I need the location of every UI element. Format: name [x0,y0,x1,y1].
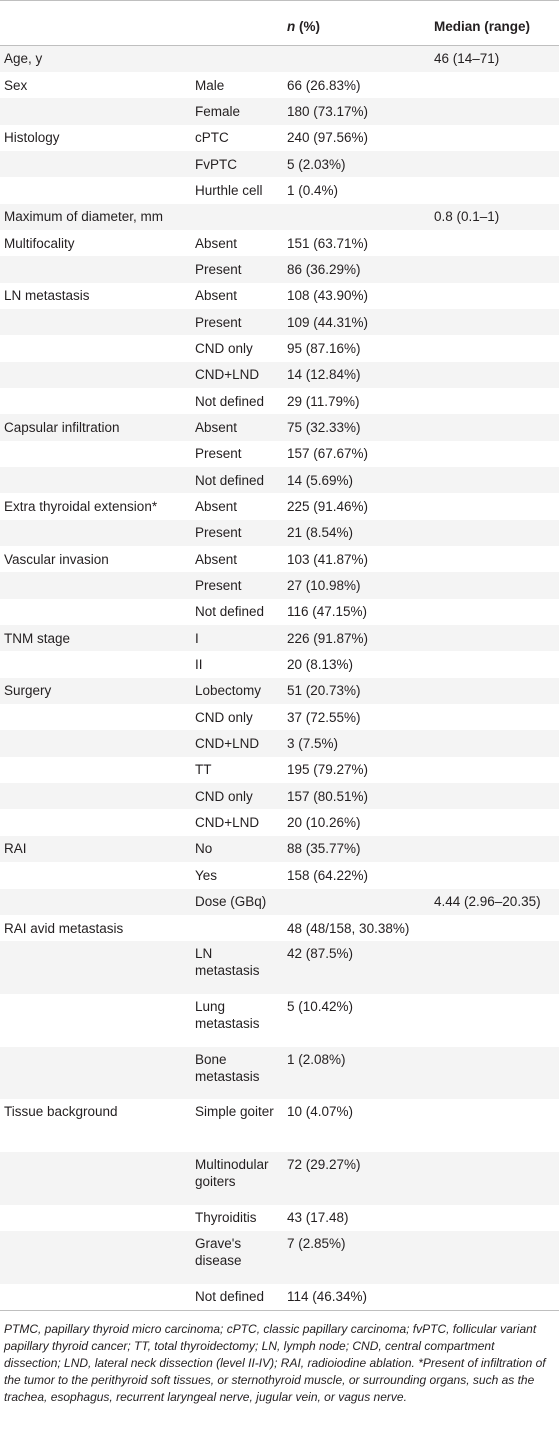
row-n-percent: 51 (20.73%) [287,683,361,699]
table-row [0,599,559,625]
table-row [0,362,559,388]
table-row [0,704,559,730]
row-category: Female [195,103,241,119]
row-median-range [430,125,559,151]
row-label [0,151,191,177]
table-row [0,204,559,230]
row-category: Absent [195,419,238,435]
table-row [0,309,559,335]
row-category: Present [195,525,242,541]
row-median-range [430,941,559,994]
table-row [0,1152,559,1205]
row-label [0,994,191,1047]
table-row [0,941,559,994]
row-label: Tissue background [4,1104,118,1120]
row-median-range: 46 (14–71) [434,51,500,67]
row-category [191,46,283,72]
row-category: Not defined [195,472,265,488]
row-n-percent [283,46,430,72]
row-n-percent: 88 (35.77%) [287,841,361,857]
row-category: Multinodular goiters [195,1156,269,1189]
row-category: I [195,630,199,646]
row-n-percent: 109 (44.31%) [287,314,369,330]
row-label [0,599,191,625]
row-label [0,889,191,915]
row-median-range [430,678,559,704]
table-footnote: PTMC, papillary thyroid micro carcinoma; cPTC, classic papillary carcinoma; fvPTC, follicular variant papillary thyroid cancer; TT, total thyroidectomy; LN, lymph node; CND, central compartment dissection; LND, lateral neck dissection (level II-IV); RAI, radioiodine ablation. *Present of infiltration of the tumor to the perithyroid soft tissues, or sternothyroid muscle, or surrounding organs, such as the trachea, esophagus, recurrent laryngeal nerve, jugular vein, or vagus nerve. [4,1321,546,1404]
row-n-percent: 195 (79.27%) [287,762,369,778]
row-label [0,177,191,203]
table-row [0,493,559,519]
row-category: Present [195,446,242,462]
row-median-range [430,283,559,309]
row-median-range [430,651,559,677]
table-row [0,546,559,572]
table-row [0,1099,559,1152]
table-row [0,809,559,835]
row-n-percent: 1 (0.4%) [287,182,339,198]
table-row [0,98,559,124]
row-label [0,98,191,124]
row-median-range [430,1284,559,1310]
row-category: Hurthle cell [195,182,263,198]
table-row [0,651,559,677]
row-label [0,256,191,282]
row-category: Lobectomy [195,683,262,699]
row-category: LN metastasis [195,946,260,979]
table-row [0,1284,559,1310]
row-median-range [430,309,559,335]
row-label: Vascular invasion [4,551,109,567]
row-median-range: 4.44 (2.96–20.35) [434,894,541,910]
row-label [0,651,191,677]
table-row [0,1231,559,1284]
row-category: No [195,841,213,857]
row-category: Not defined [191,1284,283,1310]
row-n-percent: 3 (7.5%) [287,736,339,752]
row-category: Present [195,261,242,277]
row-label: Age, y [4,51,43,67]
row-label [0,467,191,493]
row-label: Maximum of diameter, mm [4,209,164,225]
row-median-range [430,467,559,493]
row-category: Present [195,314,242,330]
table-row [0,783,559,809]
row-label: RAI [4,841,27,857]
row-median-range: 0.8 (0.1–1) [434,209,500,225]
row-label [0,941,191,994]
row-category [191,204,283,230]
row-label [0,809,191,835]
row-label [0,704,191,730]
table-row [0,46,559,72]
table-row [0,72,559,98]
row-label [0,783,191,809]
table-row [0,730,559,756]
row-n-percent: 48 (48/158, 30.38%) [287,920,410,936]
table-row [0,125,559,151]
table-row [0,230,559,256]
row-category [191,915,283,941]
row-n-percent: 157 (80.51%) [287,788,369,804]
row-label [0,362,191,388]
table-row [0,757,559,783]
row-n-percent: 14 (12.84%) [287,367,361,383]
row-category: Simple goiter [195,1104,274,1120]
row-n-percent: 151 (63.71%) [287,235,369,251]
row-median-range [430,1205,559,1231]
row-n-percent: 42 (87.5%) [287,946,354,962]
row-label: TNM stage [4,630,71,646]
row-n-percent: 37 (72.55%) [287,709,361,725]
row-category: Not defined [195,393,265,409]
row-label [0,1152,191,1205]
table-row [0,388,559,414]
row-label: Extra thyroidal extension* [4,499,158,515]
row-category: Not defined [195,604,265,620]
row-label [0,309,191,335]
row-n-percent: 14 (5.69%) [287,472,354,488]
header-n-italic: n [287,18,296,34]
table-row [0,572,559,598]
row-n-percent: 10 (4.07%) [287,1104,354,1120]
row-median-range [430,625,559,651]
row-n-percent: 5 (2.03%) [287,156,346,172]
row-n-percent: 116 (47.15%) [287,604,368,620]
row-category: Lung metastasis [195,998,260,1031]
row-category: Thyroiditis [195,1210,257,1226]
table-row [0,915,559,941]
row-category: FvPTC [195,156,237,172]
table-header [0,1,559,46]
row-category: CND only [195,340,253,356]
row-category: Absent [195,551,238,567]
row-n-percent: 27 (10.98%) [287,578,361,594]
table-row [0,678,559,704]
row-category: CND+LND [195,815,260,831]
table-row [0,862,559,888]
row-median-range [430,177,559,203]
row-label: Sex [4,77,28,93]
row-category: Male [195,77,225,93]
row-category: CND+LND [195,367,260,383]
row-n-percent: 158 (64.22%) [287,867,369,883]
table-row [0,414,559,440]
row-n-percent: 75 (32.33%) [287,419,361,435]
row-n-percent: 43 (17.48) [287,1210,349,1226]
row-median-range [430,388,559,414]
row-median-range [430,730,559,756]
row-label: Histology [4,130,60,146]
table-row [0,283,559,309]
row-n-percent: 1 (2.08%) [287,1051,346,1067]
row-label: Multifocality [4,235,75,251]
table-row [0,441,559,467]
row-category: TT [195,762,212,778]
row-n-percent: 95 (87.16%) [287,340,361,356]
table-row [0,151,559,177]
row-median-range [430,1099,559,1152]
row-median-range [430,362,559,388]
row-label [0,1047,191,1100]
row-label: Capsular infiltration [4,419,120,435]
row-label [0,862,191,888]
row-median-range [430,915,559,941]
table-row [0,177,559,203]
row-category: Absent [195,235,238,251]
row-median-range [430,757,559,783]
row-median-range [430,783,559,809]
row-label [0,757,191,783]
row-label [0,730,191,756]
table-row [0,467,559,493]
row-median-range [430,1231,559,1284]
row-median-range [430,704,559,730]
row-label [0,388,191,414]
row-category: cPTC [195,130,229,146]
row-median-range [430,335,559,361]
row-n-percent: 225 (91.46%) [287,499,369,515]
row-median-range [430,151,559,177]
row-n-percent: 103 (41.87%) [287,551,369,567]
row-category: Yes [195,867,218,883]
row-n-percent: 5 (10.42%) [287,998,354,1014]
row-label [0,1284,191,1310]
row-median-range [430,414,559,440]
row-category: CND only [195,788,253,804]
header-n-rest: (%) [295,18,320,34]
table-row [0,625,559,651]
row-label: Surgery [4,683,52,699]
row-median-range [430,72,559,98]
row-n-percent: 20 (8.13%) [287,657,354,673]
row-label [0,1205,191,1231]
row-median-range [430,230,559,256]
row-median-range [430,862,559,888]
row-label [0,441,191,467]
row-label: LN metastasis [4,288,90,304]
row-label [0,335,191,361]
table-row [0,889,559,915]
row-label [0,572,191,598]
row-n-percent: 86 (36.29%) [287,261,361,277]
row-n-percent: 72 (29.27%) [287,1156,361,1172]
row-category: Absent [195,499,238,515]
row-category: II [195,657,203,673]
row-category: Bone metastasis [195,1051,260,1084]
row-n-percent: 157 (67.67%) [287,446,369,462]
row-n-percent: 226 (91.87%) [287,630,369,646]
row-n-percent: 108 (43.90%) [287,288,369,304]
row-n-percent [283,889,430,915]
header-blank-2 [191,1,283,46]
row-n-percent: 29 (11.79%) [287,393,360,409]
table-row [0,335,559,361]
row-n-percent: 114 (46.34%) [283,1284,430,1310]
row-median-range [430,441,559,467]
row-n-percent: 66 (26.83%) [287,77,361,93]
header-row [0,1,559,46]
table-row [0,1047,559,1100]
row-n-percent [283,204,430,230]
row-median-range [430,599,559,625]
row-median-range [430,809,559,835]
row-n-percent: 7 (2.85%) [287,1235,346,1251]
row-n-percent: 20 (10.26%) [287,815,361,831]
table-row [0,1205,559,1231]
header-blank-1 [0,1,191,46]
row-median-range [430,1152,559,1205]
table-body [0,46,559,1311]
table-row [0,256,559,282]
row-median-range [430,493,559,519]
header-n-percent [283,1,430,46]
row-median-range [430,994,559,1047]
row-category: CND only [195,709,253,725]
table-row [0,520,559,546]
row-n-percent: 180 (73.17%) [287,103,369,119]
row-label [0,1231,191,1284]
row-n-percent: 21 (8.54%) [287,525,354,541]
row-category: Present [195,578,242,594]
row-category: CND+LND [195,736,260,752]
row-median-range [430,836,559,862]
row-label: RAI avid metastasis [4,920,124,936]
row-median-range [430,1047,559,1100]
row-median-range [430,572,559,598]
table-row [0,836,559,862]
row-label [0,520,191,546]
row-median-range [430,520,559,546]
table-row [0,994,559,1047]
row-n-percent: 240 (97.56%) [287,130,369,146]
row-median-range [430,98,559,124]
row-category: Dose (GBq) [195,894,267,910]
row-median-range [430,546,559,572]
header-median-range: Median (range) [430,1,559,46]
row-category: Grave's disease [195,1235,242,1268]
row-category: Absent [195,288,238,304]
row-median-range [430,256,559,282]
